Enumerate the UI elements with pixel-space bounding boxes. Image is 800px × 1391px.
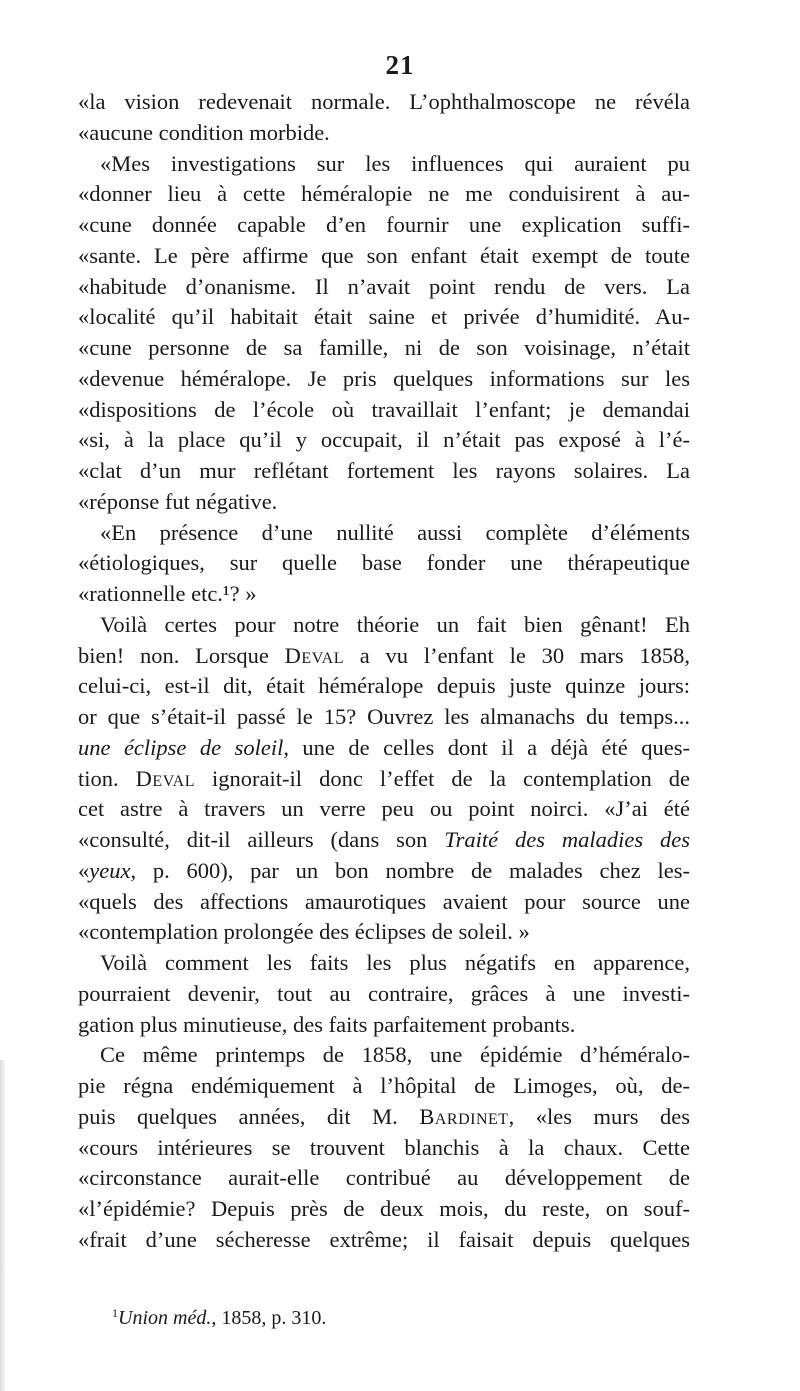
text-line: «cours intérieures se trouvent blanchis à la chaux. Cette	[78, 1134, 690, 1160]
text-line: bien! non. Lorsque Deval a vu l’enfant le 30 mars 1858,	[78, 642, 690, 668]
scan-edge-shadow	[0, 1060, 6, 1391]
text-line: celui-ci, est-il dit, était héméralope depuis juste quinze jours:	[78, 673, 690, 699]
body-text	[78, 87, 690, 1256]
text-line: «quels des affections amaurotiques avaient pour source une	[78, 888, 690, 914]
text-line: puis quelques années, dit M. Bardinet, «les murs des	[78, 1103, 690, 1129]
page-number: 21	[385, 50, 415, 80]
text-line: pie régna endémiquement à l’hôpital de Limoges, où, de-	[78, 1073, 690, 1098]
text-line: «devenue héméralope. Je pris quelques informations sur les	[78, 365, 690, 391]
text-line: tion. Deval ignorait-il donc l’effet de la contemplation de	[78, 765, 690, 791]
text-line: gation plus minutieuse, des faits parfaitement probants.	[78, 1011, 576, 1037]
text-line: «dispositions de l’école où travaillait l’enfant; je demandai	[78, 396, 690, 422]
text-line: «En présence d’une nullité aussi complète d’éléments	[100, 519, 690, 545]
text-line: cet astre à travers un verre peu ou point noirci. «J’ai été	[78, 796, 690, 822]
text-line: «étiologiques, sur quelle base fonder une thérapeutique	[78, 550, 690, 576]
text-line: «Mes investigations sur les influences qui auraient pu	[100, 150, 690, 176]
text-line: «l’épidémie? Depuis près de deux mois, du reste, on souf-	[78, 1196, 690, 1221]
text-line: «contemplation prolongée des éclipses de soleil. »	[78, 919, 530, 945]
text-line: «yeux, p. 600), par un bon nombre de malades chez les-	[78, 857, 690, 883]
text-line: «sante. Le père affirme que son enfant était exempt de toute	[78, 242, 690, 268]
text-line: «clat d’un mur reflétant fortement les rayons solaires. La	[78, 458, 690, 483]
text-line: «cune personne de sa famille, ni de son voisinage, n’était	[78, 335, 690, 360]
text-line: «consulté, dit-il ailleurs (dans son Traité des maladies des	[78, 827, 690, 852]
text-line: «si, à la place qu’il y occupait, il n’était pas exposé à l’é-	[78, 427, 690, 453]
text-line: «habitude d’onanisme. Il n’avait point rendu de vers. La	[78, 273, 690, 299]
text-line: Ce même printemps de 1858, une épidémie d’héméralo-	[100, 1042, 690, 1068]
text-line: «frait d’une sécheresse extrême; il faisait depuis quelques	[78, 1226, 690, 1252]
text-line: pourraient devenir, tout au contraire, grâces à une investi-	[78, 980, 690, 1006]
text-line: une éclipse de soleil, une de celles dont il a déjà été ques-	[78, 734, 690, 760]
text-line: «réponse fut négative.	[78, 488, 278, 514]
text-line: or que s’était-il passé le 15? Ouvrez les almanachs du temps...	[78, 704, 690, 729]
text-line: Voilà comment les faits les plus négatifs en apparence,	[100, 950, 690, 975]
text-line: «rationnelle etc.¹? »	[78, 581, 257, 606]
text-line: «localité qu’il habitait était saine et privée d’humidité. Au-	[78, 304, 690, 330]
text-line: «cune donnée capable d’en fournir une explication suffi-	[78, 212, 690, 237]
text-line: Voilà certes pour notre théorie un fait bien gênant! Eh	[100, 611, 690, 637]
text-line: «donner lieu à cette héméralopie ne me conduisirent à au-	[78, 181, 690, 207]
footnote-marker: 1	[112, 1306, 118, 1320]
text-line: «la vision redevenait normale. L’ophthalmoscope ne révéla	[78, 89, 690, 114]
footnote	[112, 1300, 692, 1331]
text-line: «circonstance aurait-elle contribué au développement de	[78, 1165, 690, 1191]
footnote-source: Union méd.	[118, 1307, 212, 1329]
footnote-reference: , 1858, p. 310.	[211, 1307, 327, 1329]
text-line: «aucune condition morbide.	[78, 119, 330, 145]
